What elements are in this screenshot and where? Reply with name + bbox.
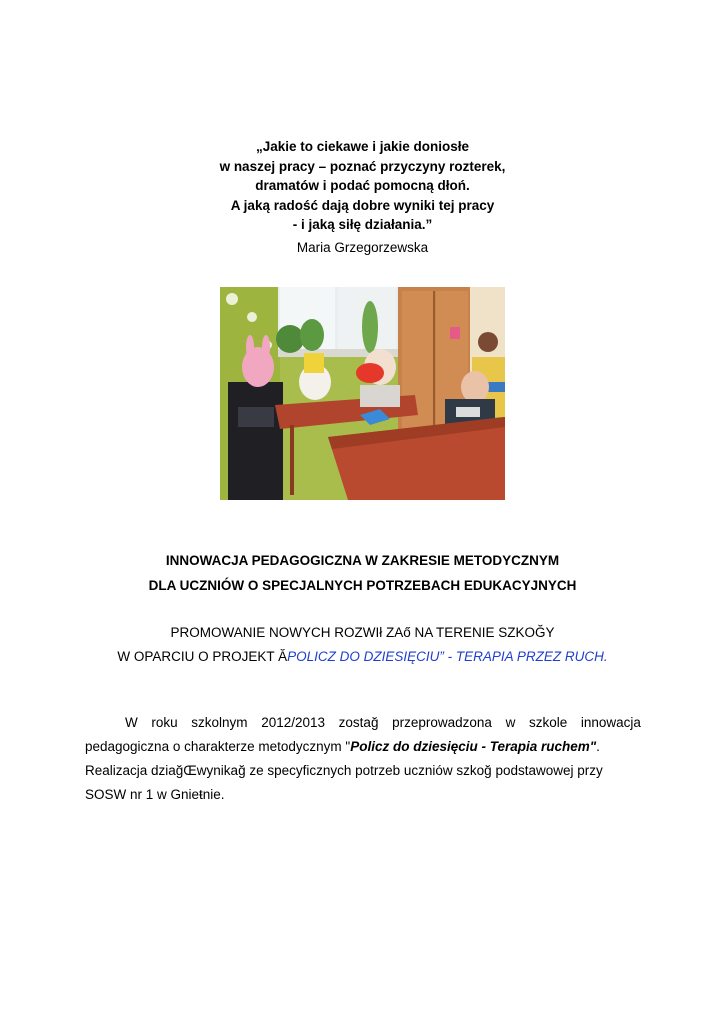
body-line-1 [85, 711, 641, 735]
classroom-photo [220, 287, 505, 500]
heading-line-1: INNOWACJA PEDAGOGICZNA W ZAKRESIE METODYCZNYM [165, 553, 560, 568]
word: roku [151, 715, 178, 730]
quote-line-3: dramatów i podać pomocną dłoń. [255, 178, 470, 193]
body-line-2-prefix: pedagogiczna o charakterze metodycznym " [85, 739, 351, 754]
word: zostağ [338, 715, 379, 730]
quote-line-5: - i jaką siłę działania.” [292, 217, 433, 232]
body-line-2 [85, 735, 641, 759]
project-title-highlight: POLICZ DO DZIESIĘCIU” - TERAPIA PRZEZ RUCH. [287, 649, 608, 664]
quote-line-2: w naszej pracy – poznać przyczyny rozterek, [219, 158, 506, 174]
subheading-prefix: W OPARCIU O PROJEKT Ă [117, 649, 288, 664]
word: szkole [528, 715, 568, 730]
body-paragraph [85, 711, 641, 807]
subheading-line-2 [0, 645, 725, 669]
body-line-2-suffix: . [596, 739, 600, 754]
document-headings [0, 548, 725, 598]
program-name-emphasis: Policz do dziesięciu - Terapia ruchem" [350, 739, 597, 754]
quote-author: Maria Grzegorzewska [296, 239, 429, 255]
body-line-4: SOSW nr 1 w Gnieŧnie. [85, 787, 225, 802]
quote-line-4: A jaką radość dają dobre wyniki tej pracy [230, 197, 495, 213]
heading-line-2: DLA UCZNIÓW O SPECJALNYCH POTRZEBACH EDUKACYJNYCH [148, 578, 577, 593]
epigraph-quote [0, 137, 725, 257]
word: 2012/2013 [261, 715, 326, 730]
word: W [125, 715, 138, 730]
body-line-3: Realizacja dziağŒwynikağ ze specyficznych potrzeb uczniów szkoğ podstawowej przy [85, 763, 603, 778]
word: szkolnym [191, 715, 248, 730]
word: w [505, 715, 516, 730]
subheading [0, 621, 725, 669]
word: innowacja [580, 715, 641, 730]
quote-line-1: „Jakie to ciekawe i jakie doniosłe [255, 139, 470, 154]
word: przeprowadzona [392, 715, 492, 730]
subheading-line-1: PROMOWANIE NOWYCH ROZWIł ZAő NA TERENIE SZKOĞY [170, 625, 555, 640]
